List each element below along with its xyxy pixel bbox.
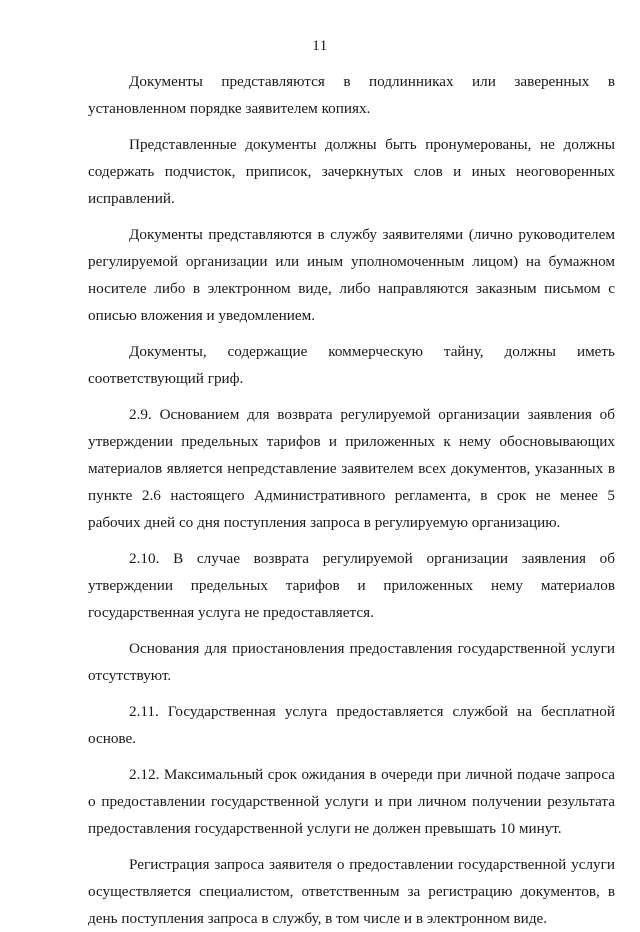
paragraph-suspension-grounds: Основания для приостановления предоставления государственной услуги отсутствуют. xyxy=(88,640,615,684)
paragraph-documents-numbered: Представленные документы должны быть пронумерованы, не должны содержать подчисток, приписок, зачеркнутых слов и иных неоговоренных исправлений. xyxy=(88,136,615,207)
paragraph-commercial-secret: Документы, содержащие коммерческую тайну, должны иметь соответствующий гриф. xyxy=(88,343,615,387)
document-body xyxy=(88,68,615,932)
paragraph-2-9: 2.9. Основанием для возврата регулируемой организации заявления об утверждении предельных тарифов и приложенных к нему обосновывающих материалов является непредставление заявителем всех документов, указанных в пункте 2.6 настоящего Административного регламента, в срок не менее 5 рабочих дней со дня поступления запроса в регулируемую организацию. xyxy=(88,406,615,531)
page-number: 11 xyxy=(312,38,328,54)
paragraph-2-10: 2.10. В случае возврата регулируемой организации заявления об утверждении предельных тарифов и приложенных нему материалов государственная услуга не предоставляется. xyxy=(88,550,615,621)
paragraph-documents-originals: Документы представляются в подлинниках или заверенных в установленном порядке заявителем копиях. xyxy=(88,73,615,117)
paragraph-documents-submission: Документы представляются в службу заявителями (лично руководителем регулируемой организации или иным уполномоченным лицом) на бумажном носителе либо в электронном виде, либо направляются заказным письмом с описью вложения и уведомлением. xyxy=(88,226,615,324)
paragraph-2-12: 2.12. Максимальный срок ожидания в очереди при личной подаче запроса о предоставлении государственной услуги и при личном получении результата предоставления государственной услуги не должен превышать 10 минут. xyxy=(88,766,615,837)
paragraph-2-11: 2.11. Государственная услуга предоставляется службой на бесплатной основе. xyxy=(88,703,615,747)
paragraph-registration: Регистрация запроса заявителя о предоставлении государственной услуги осуществляется специалистом, ответственным за регистрацию документов, в день поступления запроса в службу, в том числе и в электронном виде. xyxy=(88,856,615,927)
